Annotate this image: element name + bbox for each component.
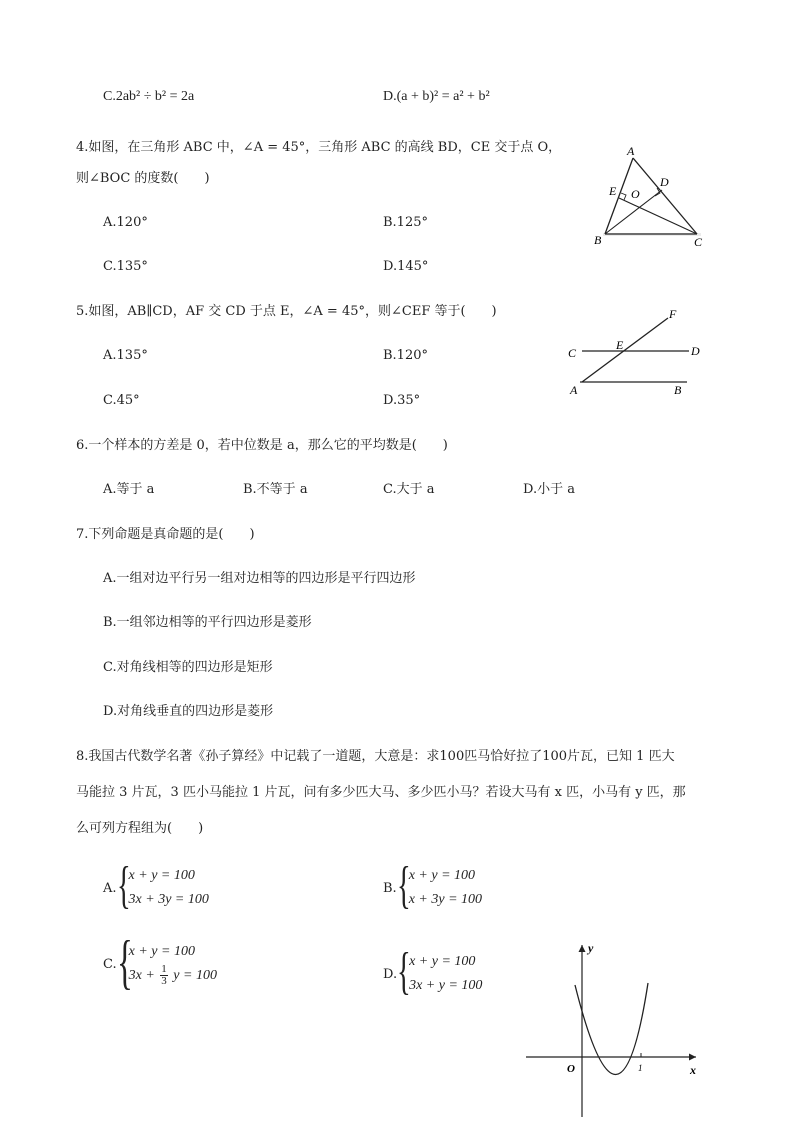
brace-symbol: {	[116, 929, 133, 995]
q4-stem-line2: 则∠BOC 的度数( )	[76, 171, 210, 186]
q8-option-a-eq1: x + y = 100	[128, 868, 195, 883]
q8-option-c-label: C.	[103, 956, 117, 972]
brace-symbol: {	[396, 857, 411, 914]
graph-x-label: x	[690, 1063, 696, 1077]
q4-label-d: D	[660, 175, 669, 189]
fraction-denominator: 3	[161, 975, 167, 988]
graph-y-label: y	[588, 941, 594, 955]
graph-tick-label: 1	[638, 1063, 643, 1073]
q8-option-a-label: A.	[103, 880, 117, 896]
q5-parallel-lines-figure	[565, 303, 715, 403]
q8-stem-line3: 么可列方程组为( )	[76, 821, 204, 836]
q5-option-c: C.45°	[103, 393, 140, 408]
q8-option-b-label: B.	[383, 880, 397, 896]
q7-option-c: C.对角线相等的四边形是矩形	[103, 660, 273, 675]
q7-option-a: A.一组对边平行另一组对边相等的四边形是平行四边形	[103, 571, 416, 586]
q4-option-d: D.145°	[383, 259, 429, 274]
q4-option-b: B.125°	[383, 215, 428, 230]
q8-stem-line1: 8.我国古代数学名著《孙子算经》中记载了一道题，大意是：求100匹马恰好拉了100片瓦，已知 1 匹大	[76, 749, 675, 764]
brace-symbol: {	[397, 943, 411, 1000]
q4-label-c: C	[694, 235, 703, 249]
q8-option-b-eq1: x + y = 100	[408, 868, 476, 883]
q7-stem: 7.下列命题是真命题的是( )	[76, 527, 255, 542]
q8-option-c-eq2-pre: 3x +	[128, 968, 155, 983]
q5-label-f: F	[669, 307, 677, 321]
q8-option-c	[103, 929, 217, 995]
q8-option-a	[103, 857, 209, 914]
q6-option-b: B.不等于 a	[243, 482, 308, 497]
q8-option-d-label: D.	[383, 966, 398, 982]
q6-option-c: C.大于 a	[383, 482, 435, 497]
parabola-graph	[520, 935, 710, 1120]
q4-option-a: A.120°	[103, 215, 148, 230]
q8-option-b-eq2: x + 3y = 100	[408, 892, 483, 907]
q6-option-a: A.等于 a	[103, 482, 155, 497]
q8-option-b	[383, 857, 483, 914]
q3-option-d: D.(a + b)² = a² + b²	[383, 89, 490, 104]
q5-label-a: A	[570, 383, 578, 397]
q5-stem: 5.如图，AB∥CD，AF 交 CD 于点 E，∠A = 45°，则∠CEF 等于( )	[76, 304, 497, 319]
q8-stem-line2: 马能拉 3 片瓦，3 匹小马能拉 1 片瓦，问有多少匹大马、多少匹小马？若设大马有 x 匹，小马有 y 匹，那	[76, 785, 686, 800]
q8-option-d	[383, 943, 483, 1000]
q5-label-e: E	[616, 338, 624, 352]
fraction-numerator: 1	[161, 963, 167, 976]
q5-option-a: A.135°	[103, 348, 148, 363]
q8-option-d-eq2: 3x + y = 100	[409, 978, 483, 993]
q4-label-e: E	[609, 184, 617, 198]
q8-option-c-eq2	[129, 964, 217, 988]
graph-origin-label: O	[567, 1063, 575, 1075]
q7-option-d: D.对角线垂直的四边形是菱形	[103, 704, 274, 719]
q5-label-c: C	[568, 346, 577, 360]
q4-triangle-figure	[585, 140, 710, 252]
q8-option-a-eq2: 3x + 3y = 100	[128, 892, 209, 907]
q4-label-o: O	[631, 187, 640, 201]
q8-option-d-eq1: x + y = 100	[409, 954, 476, 969]
q8-option-c-eq1: x + y = 100	[128, 944, 195, 959]
q4-stem-line1: 4.如图，在三角形 ABC 中，∠A = 45°，三角形 ABC 的高线 BD，CE 交于点 O，	[76, 140, 562, 155]
q3-option-c: C.2ab² ÷ b² = 2a	[103, 89, 195, 104]
q4-label-a: A	[627, 144, 635, 158]
fraction	[160, 964, 168, 987]
q4-option-c: C.135°	[103, 259, 148, 274]
q6-option-d: D.小于 a	[523, 482, 575, 497]
q5-option-b: B.120°	[383, 348, 428, 363]
q5-label-d: D	[691, 344, 700, 358]
q5-option-d: D.35°	[383, 393, 421, 408]
q5-label-b: B	[674, 383, 682, 397]
brace-symbol: {	[116, 857, 131, 914]
q4-label-b: B	[594, 233, 602, 247]
q7-option-b: B.一组邻边相等的平行四边形是菱形	[103, 615, 312, 630]
q8-option-c-eq2-post: y = 100	[173, 968, 217, 983]
q6-stem: 6.一个样本的方差是 0，若中位数是 a，那么它的平均数是( )	[76, 438, 448, 453]
